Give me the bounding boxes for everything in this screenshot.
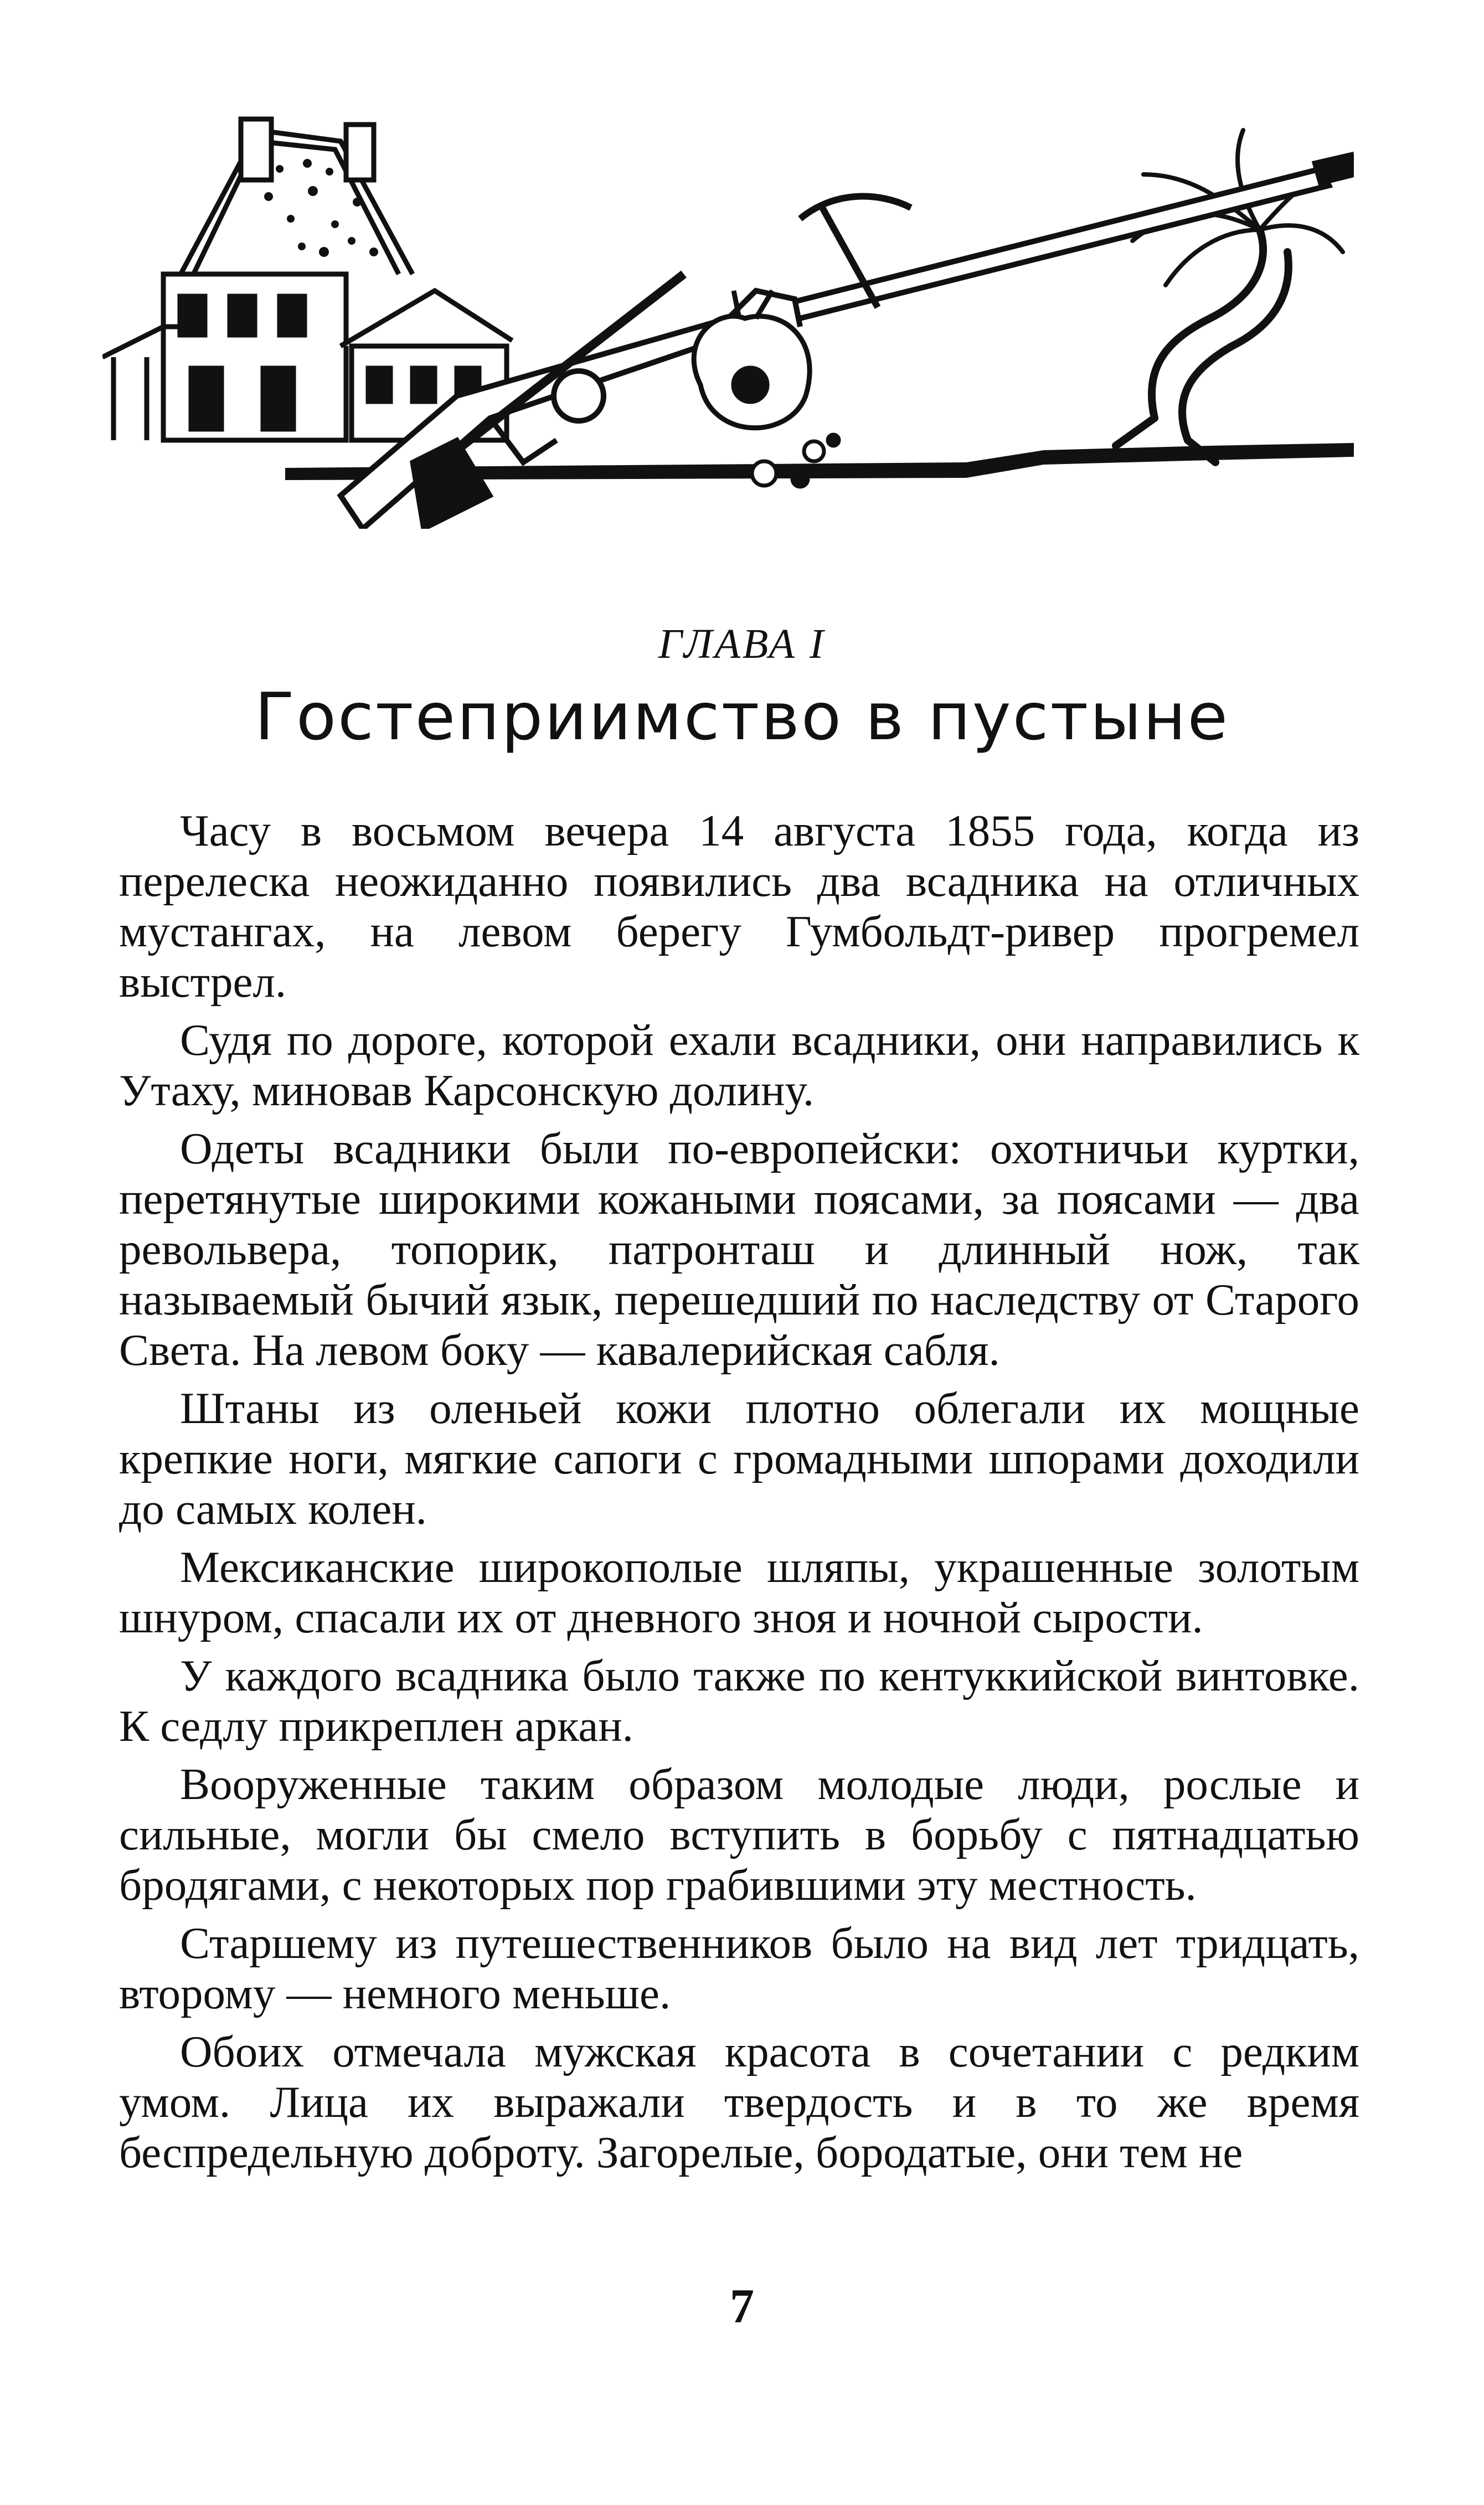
paragraph: У каждого всадника было также по кентуккийской винтовке. К седлу прикреплен аркан. xyxy=(119,1651,1359,1751)
chapter-vignette-illustration xyxy=(102,108,1354,529)
pebbles-icon xyxy=(752,435,839,487)
house-icon xyxy=(102,119,512,440)
paragraph: Часу в восьмом вечера 14 августа 1855 года, когда из перелеска неожиданно появились два всадника на отличных мустангах, на левом берегу Гумбольдт-ривер прогремел выстрел. xyxy=(119,806,1359,1007)
paragraph: Вооруженные таким образом молодые люди, рослые и сильные, могли бы смело вступить в борьбу с пятнадцатью бродягами, с некоторых пор грабившими эту местность. xyxy=(119,1759,1359,1910)
paragraph: Судя по дороге, которой ехали всадники, они направились к Утаху, миновав Карсонскую долину. xyxy=(119,1015,1359,1115)
body-text xyxy=(119,806,1359,2186)
chapter-label: ГЛАВА I xyxy=(658,621,826,667)
paragraph: Старшему из путешественников было на вид лет тридцать, второму — немного меньше. xyxy=(119,1918,1359,2018)
paragraph: Штаны из оленьей кожи плотно облегали их мощные крепкие ноги, мягкие сапоги с громадными шпорами доходили до самых колен. xyxy=(119,1383,1359,1534)
paragraph: Одеты всадники были по-европейски: охотничьи куртки, перетянутые широкими кожаными поясами, за поясами — два револьвера, топорик, патронташ и длинный нож, так называемый бычий язык, перешедший по наследству от Старого Света. На левом боку — кавалерийская сабля. xyxy=(119,1123,1359,1375)
chapter-title: Гостеприимство в пустыне xyxy=(254,678,1230,755)
paragraph: Обоих отмечала мужская красота в сочетании с редким умом. Лица их выражали твердость и в то же время беспредельную доброту. Загорелые, бородатые, они тем не xyxy=(119,2027,1359,2177)
paragraph: Мексиканские широкополые шляпы, украшенные золотым шнуром, спасали их от дневного зноя и ночной сырости. xyxy=(119,1542,1359,1642)
page-number: 7 xyxy=(730,2280,754,2333)
